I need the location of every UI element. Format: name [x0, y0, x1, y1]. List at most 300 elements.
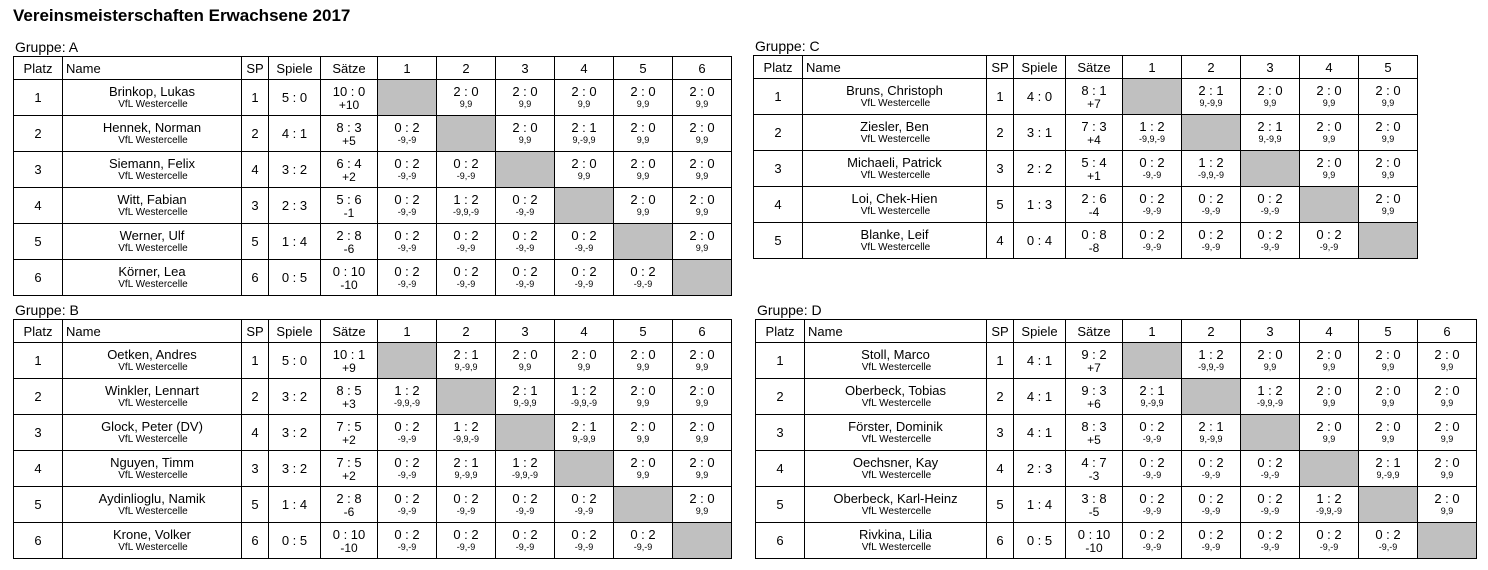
match-score: 1 : 2	[1198, 347, 1224, 362]
saetze-value: 7 : 5	[336, 418, 362, 434]
match-sets: -9,-9	[456, 171, 476, 181]
saetze-value: 2 : 6	[1081, 190, 1107, 206]
header-opponent-2: 2	[1182, 56, 1241, 79]
match-sets: 9,9	[636, 434, 650, 444]
spiele-cell: 0 : 5	[269, 260, 321, 296]
match-score: 2 : 0	[630, 347, 656, 362]
match-result-cell	[1418, 343, 1477, 379]
match-sets: 9,-9,9	[454, 362, 478, 372]
match-sets: -9,9,-9	[570, 398, 597, 408]
match-result-cell	[614, 415, 673, 451]
match-sets: 9,9	[1381, 398, 1395, 408]
header-sp: SP	[242, 320, 269, 343]
match-result-cell	[673, 80, 732, 116]
match-score: 2 : 0	[689, 347, 715, 362]
self-match-cell	[496, 415, 555, 451]
player-club: VfL Westercelle	[118, 362, 188, 373]
match-sets: -9,9,-9	[1197, 170, 1224, 180]
saetze-value: 7 : 3	[1081, 118, 1107, 134]
player-cell	[63, 343, 242, 379]
spiele-cell: 3 : 1	[1014, 115, 1066, 151]
platz-cell: 1	[754, 79, 803, 115]
match-result-cell	[1418, 487, 1477, 523]
match-score: 0 : 2	[1198, 491, 1224, 506]
saetze-diff: +5	[1087, 432, 1101, 447]
group-table	[753, 55, 1418, 259]
match-score: 2 : 0	[630, 120, 656, 135]
match-score: 0 : 2	[394, 156, 420, 171]
sp-cell: 5	[242, 224, 269, 260]
match-sets: -9,-9	[1378, 542, 1398, 552]
match-sets: -9,-9	[1319, 542, 1339, 552]
match-score: 2 : 0	[1257, 83, 1283, 98]
match-score: 0 : 2	[453, 527, 479, 542]
match-result-cell	[378, 224, 437, 260]
player-club: VfL Westercelle	[860, 242, 931, 253]
platz-cell: 5	[754, 223, 803, 259]
header-platz: Platz	[754, 56, 803, 79]
table-row	[14, 116, 732, 152]
match-sets: 9,9	[636, 135, 650, 145]
match-score: 0 : 2	[394, 264, 420, 279]
match-result-cell	[1241, 79, 1300, 115]
player-name: Brinkop, Lukas	[109, 84, 195, 99]
match-sets: 9,9	[695, 506, 709, 516]
match-sets: 9,9	[518, 99, 532, 109]
player-name: Blanke, Leif	[860, 227, 929, 242]
spiele-cell: 4 : 1	[1014, 415, 1066, 451]
match-sets: -9,-9	[397, 207, 417, 217]
spiele-cell: 3 : 2	[269, 379, 321, 415]
saetze-value: 2 : 8	[336, 490, 362, 506]
sp-cell: 2	[987, 379, 1014, 415]
match-score: 0 : 2	[1139, 155, 1165, 170]
player-club: VfL Westercelle	[860, 170, 931, 181]
platz-cell: 6	[756, 523, 805, 559]
player-cell	[63, 224, 242, 260]
player-name: Nguyen, Timm	[110, 455, 194, 470]
player-cell	[63, 415, 242, 451]
spiele-cell: 1 : 3	[1014, 187, 1066, 223]
header-opponent-6: 6	[673, 57, 732, 80]
match-score: 0 : 2	[394, 527, 420, 542]
match-result-cell	[437, 523, 496, 559]
self-match-cell	[378, 343, 437, 379]
match-score: 2 : 1	[571, 419, 597, 434]
match-sets: -9,-9	[574, 506, 594, 516]
platz-cell: 3	[14, 415, 63, 451]
self-match-cell	[555, 188, 614, 224]
platz-cell: 4	[14, 188, 63, 224]
platz-cell: 3	[756, 415, 805, 451]
match-result-cell	[1359, 523, 1418, 559]
sp-cell: 4	[987, 223, 1014, 259]
match-sets: -9,-9	[397, 279, 417, 289]
match-sets: -9,9,-9	[393, 398, 420, 408]
player-club: VfL Westercelle	[860, 98, 931, 109]
player-cell	[63, 379, 242, 415]
match-sets: -9,-9	[1201, 242, 1221, 252]
group-b	[13, 301, 732, 559]
match-sets: -9,9,-9	[1256, 398, 1283, 408]
match-sets: -9,-9	[574, 542, 594, 552]
match-sets: 9,9	[695, 362, 709, 372]
header-opponent-1: 1	[378, 320, 437, 343]
saetze-diff: +4	[1087, 132, 1101, 147]
match-score: 2 : 0	[1375, 83, 1401, 98]
spiele-cell: 3 : 2	[269, 415, 321, 451]
spiele-cell: 0 : 5	[269, 523, 321, 559]
saetze-diff: +7	[1087, 96, 1101, 111]
match-result-cell	[1359, 415, 1418, 451]
saetze-value: 3 : 8	[1081, 490, 1107, 506]
match-score: 2 : 0	[689, 491, 715, 506]
match-score: 0 : 2	[1139, 191, 1165, 206]
match-score: 0 : 2	[1257, 455, 1283, 470]
saetze-cell	[1066, 379, 1123, 415]
match-sets: 9,-9,9	[1199, 434, 1223, 444]
match-score: 0 : 2	[453, 264, 479, 279]
table-row	[756, 343, 1477, 379]
saetze-diff: -6	[343, 504, 355, 519]
match-result-cell	[437, 487, 496, 523]
spiele-cell: 3 : 2	[269, 152, 321, 188]
match-result-cell	[555, 152, 614, 188]
match-sets: -9,-9	[1142, 470, 1162, 480]
table-row	[756, 379, 1477, 415]
player-club: VfL Westercelle	[118, 279, 188, 290]
match-result-cell	[673, 152, 732, 188]
match-score: 0 : 2	[394, 120, 420, 135]
match-sets: 9,9	[577, 362, 591, 372]
sp-cell: 1	[242, 343, 269, 379]
saetze-diff: +3	[342, 396, 356, 411]
match-sets: 9,9	[1381, 362, 1395, 372]
self-match-cell	[1418, 523, 1477, 559]
match-sets: 9,9	[1440, 506, 1454, 516]
match-sets: -9,-9	[633, 542, 653, 552]
match-sets: 9,9	[636, 398, 650, 408]
header-saetze: Sätze	[321, 320, 378, 343]
header-spiele: Spiele	[269, 57, 321, 80]
header-opponent-3: 3	[1241, 320, 1300, 343]
match-result-cell	[437, 343, 496, 379]
match-score: 2 : 1	[512, 383, 538, 398]
match-sets: 9,-9,9	[454, 470, 478, 480]
match-score: 2 : 0	[1375, 383, 1401, 398]
saetze-value: 5 : 4	[1081, 154, 1107, 170]
saetze-diff: -6	[343, 241, 355, 256]
match-sets: -9,-9	[515, 207, 535, 217]
match-score: 2 : 0	[689, 156, 715, 171]
saetze-diff: +7	[1087, 360, 1101, 375]
sp-cell: 5	[242, 487, 269, 523]
self-match-cell	[1182, 115, 1241, 151]
match-result-cell	[1359, 379, 1418, 415]
match-score: 2 : 0	[512, 347, 538, 362]
match-sets: 9,-9,9	[572, 135, 596, 145]
match-score: 0 : 2	[512, 192, 538, 207]
match-result-cell	[673, 487, 732, 523]
player-name: Krone, Volker	[112, 527, 192, 542]
self-match-cell	[614, 487, 673, 523]
match-score: 2 : 0	[630, 383, 656, 398]
saetze-cell	[1066, 343, 1123, 379]
platz-cell: 4	[756, 451, 805, 487]
match-score: 0 : 2	[512, 264, 538, 279]
match-score: 0 : 2	[1257, 191, 1283, 206]
match-sets: 9,9	[636, 207, 650, 217]
match-score: 2 : 0	[1316, 419, 1342, 434]
saetze-cell	[1066, 487, 1123, 523]
self-match-cell	[1300, 451, 1359, 487]
match-sets: 9,9	[695, 207, 709, 217]
sp-cell: 6	[987, 523, 1014, 559]
player-club: VfL Westercelle	[118, 135, 188, 146]
spiele-cell: 1 : 4	[269, 487, 321, 523]
match-result-cell	[1182, 223, 1241, 259]
match-sets: -9,-9	[397, 434, 417, 444]
self-match-cell	[1300, 187, 1359, 223]
spiele-cell: 2 : 2	[1014, 151, 1066, 187]
header-opponent-3: 3	[496, 320, 555, 343]
match-result-cell	[614, 80, 673, 116]
match-score: 2 : 0	[689, 192, 715, 207]
self-match-cell	[378, 80, 437, 116]
player-name: Michaeli, Patrick	[847, 155, 942, 170]
player-name: Siemann, Felix	[109, 156, 195, 171]
self-match-cell	[1123, 79, 1182, 115]
header-spiele: Spiele	[1014, 320, 1066, 343]
match-result-cell	[1300, 79, 1359, 115]
match-sets: 9,9	[577, 171, 591, 181]
match-score: 2 : 1	[1139, 383, 1165, 398]
sp-cell: 4	[987, 451, 1014, 487]
sp-cell: 3	[987, 151, 1014, 187]
match-sets: -9,-9	[456, 279, 476, 289]
player-club: VfL Westercelle	[861, 542, 932, 553]
saetze-diff: +5	[342, 133, 356, 148]
sp-cell: 6	[242, 260, 269, 296]
match-score: 0 : 2	[571, 527, 597, 542]
saetze-cell	[1066, 151, 1123, 187]
saetze-diff: -1	[343, 205, 355, 220]
player-cell	[805, 451, 987, 487]
platz-cell: 1	[14, 343, 63, 379]
match-result-cell	[555, 80, 614, 116]
saetze-value: 9 : 3	[1081, 382, 1107, 398]
match-sets: -9,-9	[515, 542, 535, 552]
header-opponent-2: 2	[1182, 320, 1241, 343]
match-result-cell	[673, 188, 732, 224]
match-score: 2 : 1	[1257, 119, 1283, 134]
header-saetze: Sätze	[321, 57, 378, 80]
table-row	[754, 151, 1418, 187]
match-sets: 9,9	[459, 99, 473, 109]
saetze-diff: -10	[340, 277, 358, 292]
match-score: 1 : 2	[1316, 491, 1342, 506]
match-sets: -9,9,-9	[511, 470, 538, 480]
player-cell	[805, 523, 987, 559]
match-score: 0 : 2	[394, 192, 420, 207]
match-score: 0 : 2	[512, 228, 538, 243]
player-cell	[63, 487, 242, 523]
sp-cell: 2	[242, 116, 269, 152]
saetze-value: 8 : 3	[1081, 418, 1107, 434]
self-match-cell	[614, 224, 673, 260]
header-opponent-4: 4	[1300, 56, 1359, 79]
match-score: 0 : 2	[1139, 491, 1165, 506]
match-result-cell	[1182, 151, 1241, 187]
match-score: 0 : 2	[1198, 527, 1224, 542]
match-sets: -9,-9	[397, 542, 417, 552]
match-score: 2 : 0	[1316, 155, 1342, 170]
match-score: 2 : 0	[453, 84, 479, 99]
spiele-cell: 1 : 4	[269, 224, 321, 260]
match-score: 2 : 0	[1375, 155, 1401, 170]
page-title: Vereinsmeisterschaften Erwachsene 2017	[13, 6, 351, 25]
saetze-cell	[1066, 115, 1123, 151]
match-score: 0 : 2	[1139, 527, 1165, 542]
header-opponent-1: 1	[1123, 320, 1182, 343]
match-score: 0 : 2	[453, 228, 479, 243]
header-opponent-3: 3	[496, 57, 555, 80]
table-row	[14, 188, 732, 224]
match-result-cell	[673, 116, 732, 152]
player-name: Hennek, Norman	[102, 120, 202, 135]
match-result-cell	[673, 224, 732, 260]
header-saetze: Sätze	[1066, 56, 1123, 79]
match-result-cell	[1182, 451, 1241, 487]
player-name: Oetken, Andres	[107, 347, 197, 362]
saetze-cell	[321, 116, 378, 152]
match-score: 2 : 0	[630, 156, 656, 171]
player-name: Glock, Peter (DV)	[101, 419, 203, 434]
match-score: 2 : 0	[1434, 347, 1460, 362]
self-match-cell	[1241, 415, 1300, 451]
self-match-cell	[1182, 379, 1241, 415]
self-match-cell	[555, 451, 614, 487]
player-cell	[803, 187, 987, 223]
saetze-diff: -3	[1088, 468, 1100, 483]
match-result-cell	[437, 415, 496, 451]
match-score: 0 : 2	[394, 455, 420, 470]
match-sets: -9,-9	[515, 243, 535, 253]
platz-cell: 2	[756, 379, 805, 415]
match-result-cell	[1241, 115, 1300, 151]
saetze-cell	[321, 188, 378, 224]
match-score: 0 : 2	[1198, 227, 1224, 242]
match-score: 0 : 2	[1139, 227, 1165, 242]
match-sets: 9,9	[695, 470, 709, 480]
player-cell	[63, 523, 242, 559]
player-club: VfL Westercelle	[118, 171, 188, 182]
header-opponent-5: 5	[614, 57, 673, 80]
match-score: 2 : 0	[1375, 119, 1401, 134]
match-score: 2 : 0	[571, 156, 597, 171]
match-result-cell	[496, 379, 555, 415]
match-score: 0 : 2	[512, 491, 538, 506]
player-name: Oberbeck, Tobias	[845, 383, 946, 398]
match-sets: -9,-9	[1319, 242, 1339, 252]
match-result-cell	[555, 523, 614, 559]
match-sets: 9,9	[1381, 206, 1395, 216]
match-sets: -9,-9	[1142, 434, 1162, 444]
table-row	[14, 343, 732, 379]
match-score: 1 : 2	[512, 455, 538, 470]
group-table	[13, 56, 732, 296]
match-result-cell	[437, 80, 496, 116]
platz-cell: 5	[14, 224, 63, 260]
match-score: 2 : 0	[1316, 383, 1342, 398]
spiele-cell: 0 : 4	[1014, 223, 1066, 259]
player-cell	[63, 80, 242, 116]
match-result-cell	[673, 343, 732, 379]
match-sets: 9,9	[695, 171, 709, 181]
self-match-cell	[673, 260, 732, 296]
sp-cell: 5	[987, 187, 1014, 223]
match-result-cell	[614, 343, 673, 379]
player-name: Oberbeck, Karl-Heinz	[833, 491, 958, 506]
match-result-cell	[555, 487, 614, 523]
match-result-cell	[1123, 415, 1182, 451]
table-row	[14, 224, 732, 260]
header-opponent-2: 2	[437, 320, 496, 343]
saetze-cell	[1066, 187, 1123, 223]
match-sets: 9,9	[1322, 362, 1336, 372]
match-score: 0 : 2	[1198, 191, 1224, 206]
match-sets: -9,-9	[1201, 206, 1221, 216]
player-cell	[805, 487, 987, 523]
match-result-cell	[1123, 451, 1182, 487]
match-result-cell	[378, 487, 437, 523]
group-table	[755, 319, 1477, 559]
match-sets: 9,-9,9	[1199, 98, 1223, 108]
player-club: VfL Westercelle	[861, 506, 932, 517]
match-result-cell	[1418, 451, 1477, 487]
match-sets: -9,-9	[1260, 206, 1280, 216]
match-result-cell	[1300, 223, 1359, 259]
saetze-diff: +2	[342, 432, 356, 447]
header-platz: Platz	[14, 320, 63, 343]
saetze-cell	[1066, 523, 1123, 559]
group-title: Gruppe: C	[755, 38, 820, 54]
match-score: 2 : 0	[689, 84, 715, 99]
match-result-cell	[496, 343, 555, 379]
match-score: 2 : 0	[1316, 347, 1342, 362]
match-score: 0 : 2	[1139, 455, 1165, 470]
match-score: 2 : 0	[689, 419, 715, 434]
match-sets: 9,9	[1381, 170, 1395, 180]
match-score: 2 : 0	[571, 347, 597, 362]
match-result-cell	[1300, 151, 1359, 187]
player-club: VfL Westercelle	[860, 134, 931, 145]
match-score: 2 : 0	[689, 455, 715, 470]
match-result-cell	[1359, 79, 1418, 115]
saetze-value: 2 : 8	[336, 227, 362, 243]
match-score: 2 : 0	[1316, 119, 1342, 134]
player-name: Rivkina, Lilia	[859, 527, 932, 542]
group-table	[13, 319, 732, 559]
match-result-cell	[1182, 487, 1241, 523]
match-result-cell	[1359, 451, 1418, 487]
self-match-cell	[1359, 487, 1418, 523]
group-title: Gruppe: B	[15, 302, 79, 318]
match-result-cell	[378, 116, 437, 152]
match-sets: 9,9	[1381, 98, 1395, 108]
match-result-cell	[378, 451, 437, 487]
match-sets: -9,-9	[1260, 470, 1280, 480]
